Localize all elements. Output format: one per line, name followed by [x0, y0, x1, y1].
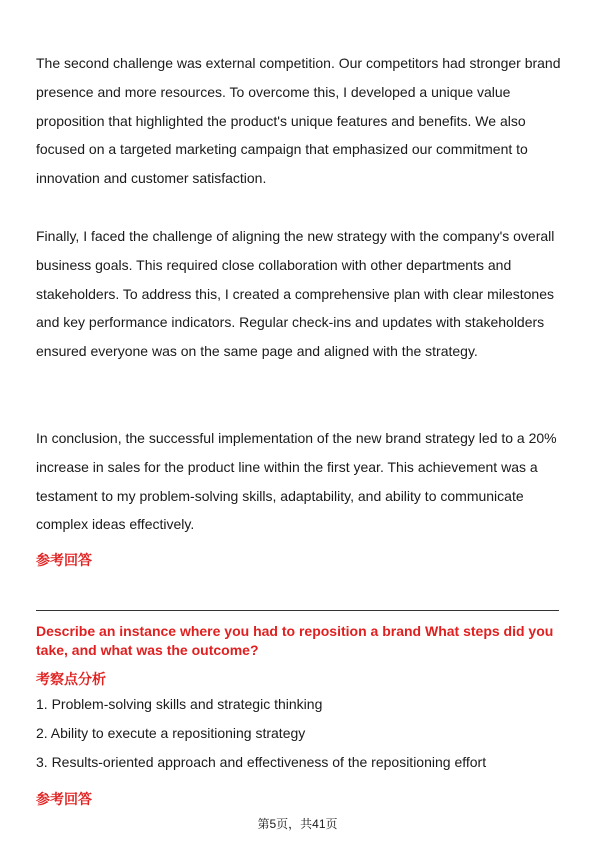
- analysis-label: 考察点分析: [36, 671, 106, 687]
- paragraph-conclusion: In conclusion, the successful implementation of the new brand strategy led to a 20% increase in sales for the product line within the first year. This achievement was a testament to my problem-solving skills, adaptability, and ability to communicate complex ideas effectively.: [36, 430, 557, 533]
- reference-answer-label: 参考回答: [36, 791, 92, 807]
- list-item: 1. Problem-solving skills and strategic thinking: [36, 696, 323, 712]
- page-number: 第5页，共41页: [257, 817, 338, 831]
- paragraph-external-competition: The second challenge was external competition. Our competitors had stronger brand presence and more resources. To overcome this, I developed a unique value proposition that highlighted the product's unique features and benefits. We also focused on a targeted marketing campaign that emphasized our commitment to innovation and customer satisfaction.: [36, 55, 561, 187]
- section-divider: [36, 610, 559, 611]
- paragraph-aligning-strategy: Finally, I faced the challenge of aligning the new strategy with the company's overall business goals. This required close collaboration with other departments and stakeholders. To address this, I created a comprehensive plan with clear milestones and key performance indicators. Regular check-ins and updates with stakeholders ensured everyone was on the same page and aligned with the strategy.: [36, 228, 555, 360]
- question-heading: Describe an instance where you had to reposition a brand What steps did you take, and what was the outcome?: [36, 623, 554, 658]
- analysis-points-list: [36, 690, 564, 777]
- list-item: 3. Results-oriented approach and effectiveness of the repositioning effort: [36, 754, 487, 770]
- list-item: 2. Ability to execute a repositioning strategy: [36, 725, 306, 741]
- reference-answer-label: 参考回答: [36, 552, 92, 568]
